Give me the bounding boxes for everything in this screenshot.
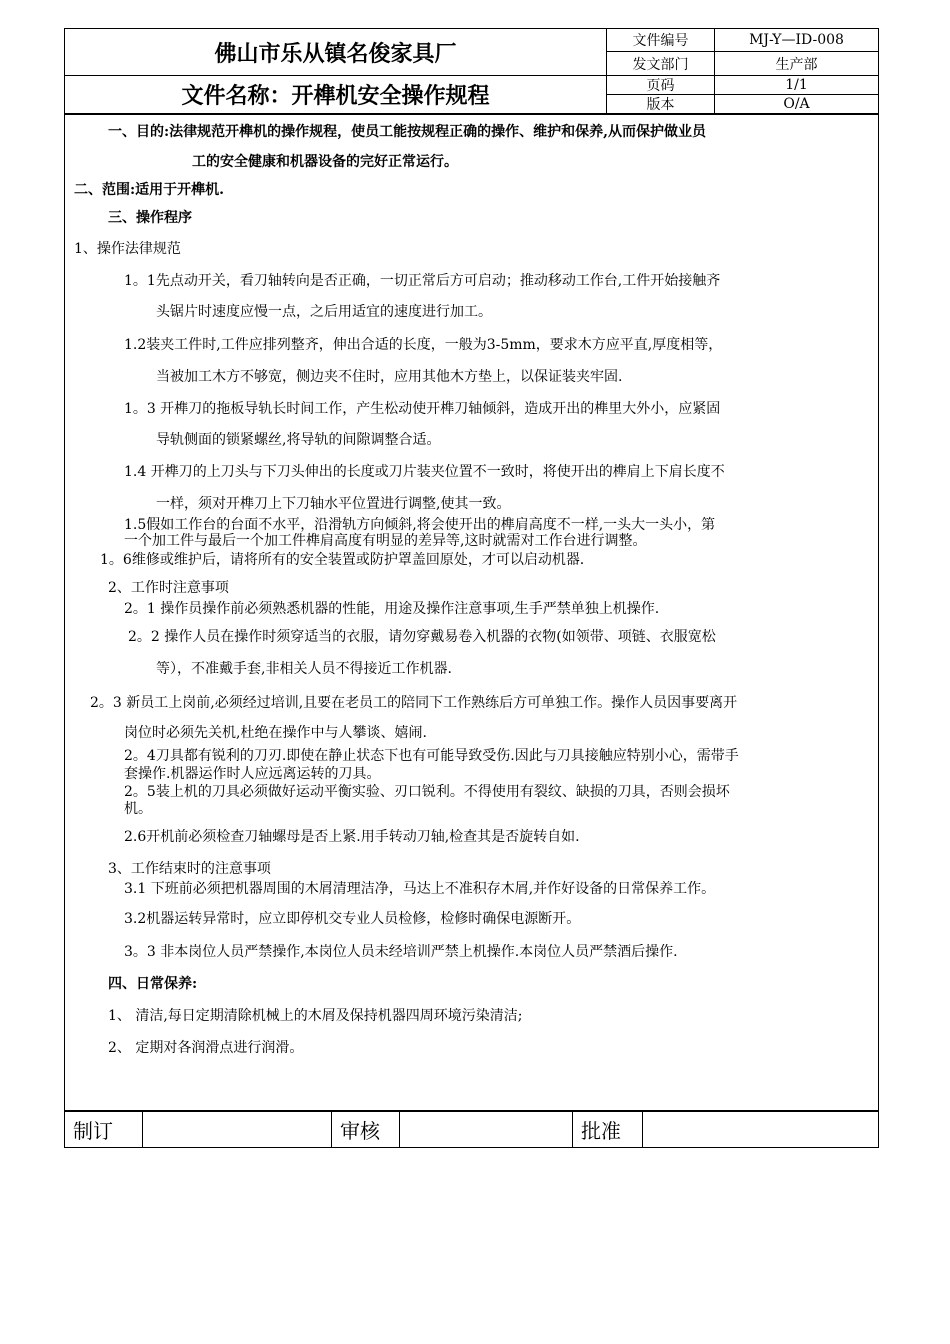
item-1-3-line-1: 1。3 开榫刀的拖板导轨长时间工作，产生松动使开榫刀轴倾斜，造成开出的榫里大外小，应紧固 <box>124 401 721 417</box>
signoff-review-label: 审核 <box>332 1112 400 1147</box>
item-1-5-line-1: 1.5假如工作台的台面不水平，沿滑轨方向倾斜,将会使开出的榫肩高度不一样,一头大一头小，第 <box>124 517 716 533</box>
purpose-line-2: 工的安全健康和机器设备的完好正常运行。 <box>192 154 458 170</box>
item-2-2-line-2: 等），不准戴手套,非相关人员不得接近工作机器. <box>156 661 452 677</box>
item-1-1-line-1: 1。1先点动开关，看刀轴转向是否正确，一切正常后方可启动；推动移动工作台,工件开始接触齐 <box>124 273 721 289</box>
maintenance-heading: 四、日常保养: <box>108 976 198 992</box>
field-value-page: 1/1 <box>714 75 879 94</box>
signoff-approve-label: 批准 <box>573 1112 643 1147</box>
item-3-2: 3.2机器运转异常时，应立即停机交专业人员检修，检修时确保电源断开。 <box>124 911 581 927</box>
procedure-heading: 三、操作程序 <box>108 210 192 226</box>
item-2-3-line-2: 岗位时必须先关机,杜绝在操作中与人攀谈、嬉闹. <box>124 725 427 741</box>
item-1-4-line-1: 1.4 开榫刀的上刀头与下刀头伸出的长度或刀片装夹位置不一致时，将使开出的榫肩上下肩长度不 <box>124 464 725 480</box>
signoff-draft-field[interactable] <box>143 1112 332 1147</box>
purpose-line-1: 一、目的:法律规范开榫机的操作规程，使员工能按规程正确的操作、维护和保养,从而保护做业员 <box>108 124 707 140</box>
signoff-draft-label: 制订 <box>65 1112 143 1147</box>
item-1-3-line-2: 导轨侧面的锁紧螺丝,将导轨的间隙调整合适。 <box>156 432 441 448</box>
item-1-4-line-2: 一样，须对开榫刀上下刀轴水平位置进行调整,使其一致。 <box>156 496 511 512</box>
item-2-5-line-2: 机。 <box>124 801 152 817</box>
signoff-approve-field[interactable] <box>643 1112 878 1147</box>
section-2-title: 2、工作时注意事项 <box>108 580 229 596</box>
item-2-4-line-2: 套操作.机器运作时人应远离运转的刀具。 <box>124 766 381 782</box>
signoff-row <box>64 1111 879 1148</box>
field-value-version: O/A <box>714 94 879 114</box>
item-1-1-line-2: 头锯片时速度应慢一点，之后用适宜的速度进行加工。 <box>156 304 492 320</box>
section-1-title: 1、操作法律规范 <box>74 241 181 257</box>
section-3-title: 3、工作结束时的注意事项 <box>108 861 271 877</box>
item-2-1: 2。1 操作员操作前必须熟悉机器的性能，用途及操作注意事项,生手严禁单独上机操作. <box>124 601 660 617</box>
header-table <box>64 28 879 114</box>
field-label-version: 版本 <box>606 94 714 114</box>
maintenance-item-2: 2、 定期对各润滑点进行润滑。 <box>108 1040 304 1056</box>
item-1-6: 1。6维修或维护后，请将所有的安全装置或防护罩盖回原处，才可以启动机器. <box>100 552 585 568</box>
field-value-doc-number: MJ-Y—ID-008 <box>714 28 879 51</box>
signoff-review-field[interactable] <box>400 1112 573 1147</box>
item-2-6: 2.6开机前必须检查刀轴螺母是否上紧.用手转动刀轴,检查其是否旋转自如. <box>124 829 580 845</box>
item-3-3: 3。3 非本岗位人员严禁操作,本岗位人员未经培训严禁上机操作.本岗位人员严禁酒后操作. <box>124 944 678 960</box>
item-2-2-line-1: 2。2 操作人员在操作时须穿适当的衣服，请勿穿戴易卷入机器的衣物(如领带、项链、衣服宽松 <box>128 629 716 645</box>
field-label-page: 页码 <box>606 75 714 94</box>
field-label-department: 发文部门 <box>606 51 714 75</box>
item-1-5-line-2: 一个加工件与最后一个加工件榫肩高度有明显的差异等,这时就需对工作台进行调整。 <box>124 533 647 549</box>
document-title: 文件名称：开榫机安全操作规程 <box>64 75 606 114</box>
field-label-doc-number: 文件编号 <box>606 28 714 51</box>
scope-line: 二、范围:适用于开榫机. <box>74 182 225 198</box>
item-3-1: 3.1 下班前必须把机器周围的木屑清理洁净，马达上不准积存木屑,并作好设备的日常保养工作。 <box>124 881 716 897</box>
field-value-department: 生产部 <box>714 51 879 75</box>
company-name: 佛山市乐从镇名俊家具厂 <box>64 28 606 75</box>
maintenance-item-1: 1、 清洁,每日定期清除机械上的木屑及保持机器四周环境污染清洁; <box>108 1008 523 1024</box>
item-1-2-line-2: 当被加工木方不够宽，侧边夹不住时，应用其他木方垫上，以保证装夹牢固. <box>156 369 623 385</box>
item-2-3-line-1: 2。3 新员工上岗前,必须经过培训,且要在老员工的陪同下工作熟练后方可单独工作。操作人员因事要离开 <box>90 695 738 711</box>
item-2-5-line-1: 2。5装上机的刀具必须做好运动平衡实验、刃口锐利。不得使用有裂纹、缺损的刀具，否则会损坏 <box>124 784 730 800</box>
item-1-2-line-1: 1.2装夹工件时,工件应排列整齐，伸出合适的长度，一般为3-5mm，要求木方应平直,厚度相等， <box>124 337 723 353</box>
item-2-4-line-1: 2。4刀具都有锐利的刀刃.即使在静止状态下也有可能导致受伤.因此与刀具接触应特别小心，需带手 <box>124 748 739 764</box>
